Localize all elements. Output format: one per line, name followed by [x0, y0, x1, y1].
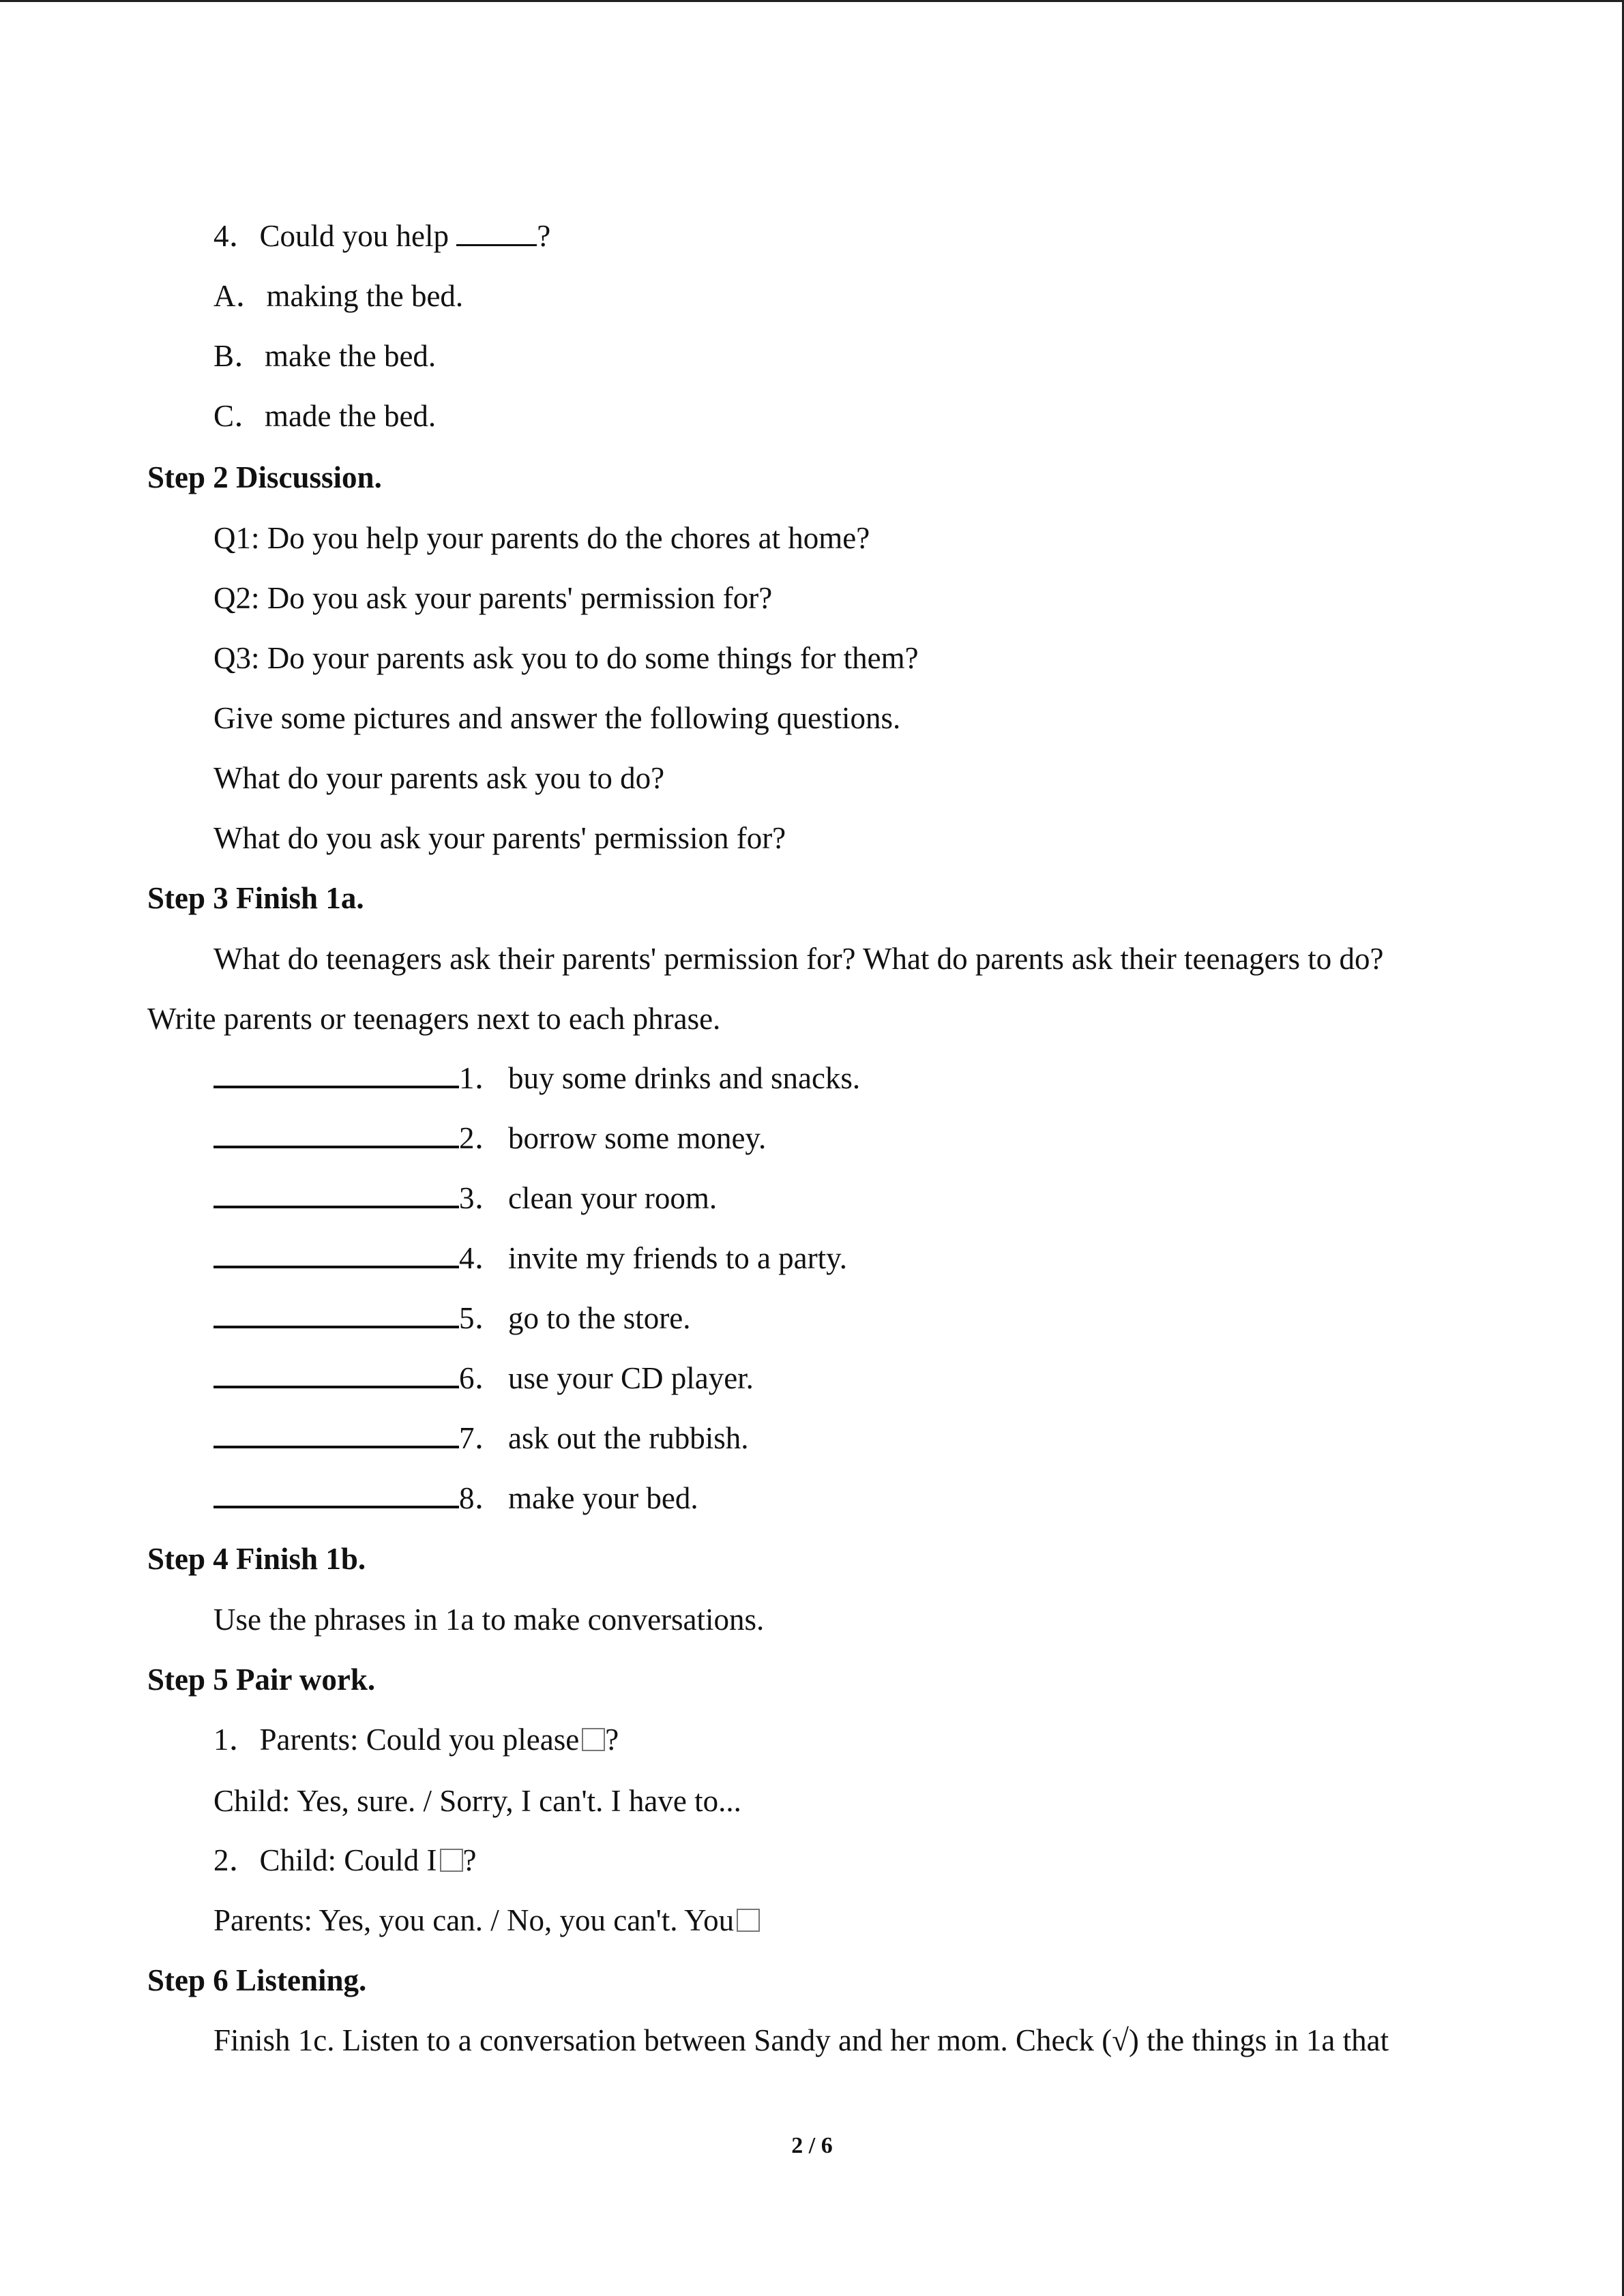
step5-line3: 2．Child: Could I ? — [213, 1843, 477, 1877]
placeholder-box-icon — [440, 1849, 463, 1872]
placeholder-box-icon — [582, 1728, 605, 1751]
phrase-item: 1．buy some drinks and snacks. — [213, 1060, 860, 1096]
phrase-item: 4．invite my friends to a party. — [213, 1240, 847, 1276]
page-number: 2 / 6 — [791, 2133, 833, 2158]
answer-blank[interactable] — [213, 1361, 459, 1388]
q4-stem: 4．Could you help ? — [213, 219, 551, 253]
phrase-item: 3．clean your room. — [213, 1180, 717, 1216]
step2-line-6: What do you ask your parents' permission for? — [213, 821, 786, 855]
q4-option-c[interactable]: C．made the bed. — [213, 399, 437, 433]
step5-line1: 1．Parents: Could you please ? — [213, 1723, 619, 1757]
step3-heading: Step 3 Finish 1a. — [147, 881, 364, 915]
step6-line: Finish 1c. Listen to a conversation between Sandy and her mom. Check (√) the things in 1a that — [213, 2023, 1389, 2057]
answer-blank[interactable] — [213, 1421, 459, 1448]
step5-heading: Step 5 Pair work. — [147, 1663, 376, 1697]
answer-blank[interactable] — [213, 1121, 459, 1148]
step2-line-q3: Q3: Do your parents ask you to do some things for them? — [213, 641, 919, 675]
step5-line2: Child: Yes, sure. / Sorry, I can't. I have to... — [213, 1784, 741, 1818]
placeholder-box-icon — [737, 1909, 760, 1932]
step2-line-q1: Q1: Do you help your parents do the chores at home? — [213, 521, 870, 555]
step2-line-4: Give some pictures and answer the following questions. — [213, 701, 901, 735]
answer-blank[interactable] — [213, 1061, 459, 1088]
phrase-item: 6．use your CD player. — [213, 1360, 754, 1396]
answer-blank[interactable] — [213, 1241, 459, 1268]
step4-heading: Step 4 Finish 1b. — [147, 1542, 366, 1576]
q4-option-a[interactable]: A．making the bed. — [213, 279, 464, 313]
step4-line: Use the phrases in 1a to make conversations. — [213, 1602, 765, 1637]
page-top-border — [0, 0, 1624, 2]
step2-heading: Step 2 Discussion. — [147, 460, 382, 494]
answer-blank[interactable] — [213, 1301, 459, 1328]
phrase-item: 7．ask out the rubbish. — [213, 1420, 748, 1456]
phrase-item: 8．make your bed. — [213, 1480, 698, 1516]
step2-line-q2: Q2: Do you ask your parents' permission for? — [213, 581, 773, 615]
answer-blank[interactable] — [213, 1181, 459, 1208]
answer-blank[interactable] — [213, 1481, 459, 1508]
q4-option-b[interactable]: B．make the bed. — [213, 339, 437, 373]
step6-heading: Step 6 Listening. — [147, 1963, 367, 1997]
step5-line4: Parents: Yes, you can. / No, you can't. You — [213, 1903, 760, 1938]
phrase-item: 2．borrow some money. — [213, 1120, 766, 1156]
step2-line-5: What do your parents ask you to do? — [213, 761, 665, 795]
phrase-item: 5．go to the store. — [213, 1300, 690, 1336]
q4-number: 4． — [213, 219, 260, 253]
q4-blank[interactable] — [456, 221, 537, 246]
step3-intro-line1: What do teenagers ask their parents' permission for? What do parents ask their teenagers to do? — [213, 942, 1384, 976]
step3-intro-line2: Write parents or teenagers next to each phrase. — [147, 1002, 721, 1036]
